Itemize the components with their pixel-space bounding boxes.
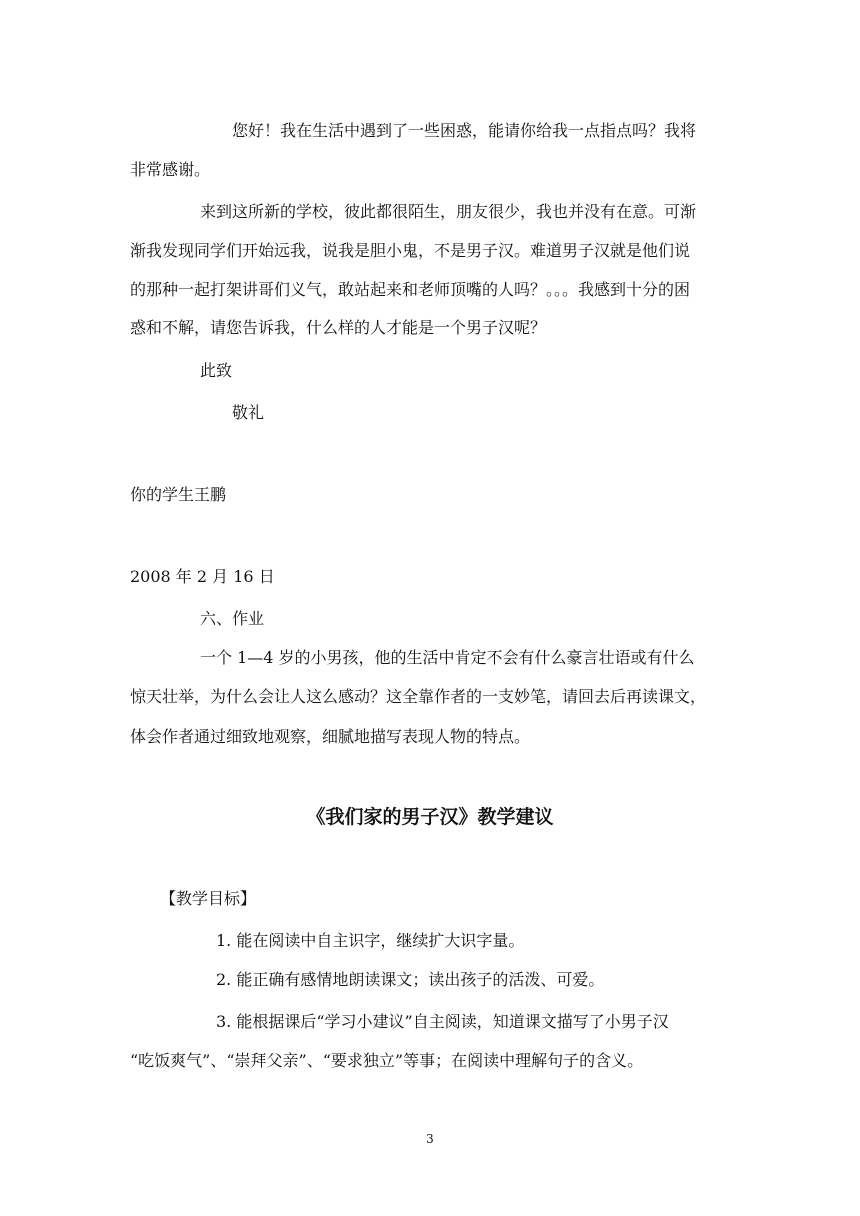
letter-paragraph-2-line-4: 惑和不解，请您告诉我，什么样的人才能是一个男子汉呢？ [130, 318, 547, 337]
homework-heading: 六、作业 [200, 609, 265, 628]
goal-item-1: 1. 能在阅读中自主识字，继续扩大识字量。 [216, 931, 525, 950]
homework-line-2: 惊天壮举，为什么会让人这么感动？这全靠作者的一支妙笔，请回去后再读课文， [130, 687, 707, 706]
letter-paragraph-1-line-1: 您好！我在生活中遇到了一些困惑，能请你给我一点指点吗？我将 [232, 121, 697, 140]
letter-paragraph-2-line-2: 渐我发现同学们开始远我，说我是胆小鬼，不是男子汉。难道男子汉就是他们说 [130, 241, 691, 260]
page-number: 3 [426, 1132, 434, 1146]
letter-paragraph-2-line-3: 的那种一起打架讲哥们义气，敢站起来和老师顶嘴的人吗？。。。我感到十分的困 [130, 280, 691, 299]
letter-paragraph-1-line-2: 非常感谢。 [130, 160, 211, 179]
letter-closing-2: 敬礼 [232, 403, 265, 422]
goal-item-3-line-1: 3. 能根据课后“学习小建议”自主阅读，知道课文描写了小男子汉 [216, 1012, 669, 1031]
goal-item-2: 2. 能正确有感情地朗读课文；读出孩子的活泼、可爱。 [216, 970, 605, 989]
letter-paragraph-2-line-1: 来到这所新的学校，彼此都很陌生，朋友很少，我也并没有在意。可渐 [200, 202, 697, 221]
homework-line-1: 一个 1—4 岁的小男孩，他的生活中肯定不会有什么豪言壮语或有什么 [200, 648, 695, 667]
goal-item-3-line-2: “吃饭爽气”、“崇拜父亲”、“要求独立”等事；在阅读中理解句子的含义。 [130, 1051, 644, 1070]
letter-signature: 你的学生王鹏 [130, 485, 227, 504]
letter-date: 2008 年 2 月 16 日 [130, 567, 275, 586]
goals-heading: 【教学目标】 [160, 889, 257, 908]
homework-line-3: 体会作者通过细致地观察，细腻地描写表现人物的特点。 [130, 727, 531, 746]
section-title: 《我们家的男子汉》教学建议 [306, 806, 554, 828]
letter-closing-1: 此致 [200, 361, 233, 380]
